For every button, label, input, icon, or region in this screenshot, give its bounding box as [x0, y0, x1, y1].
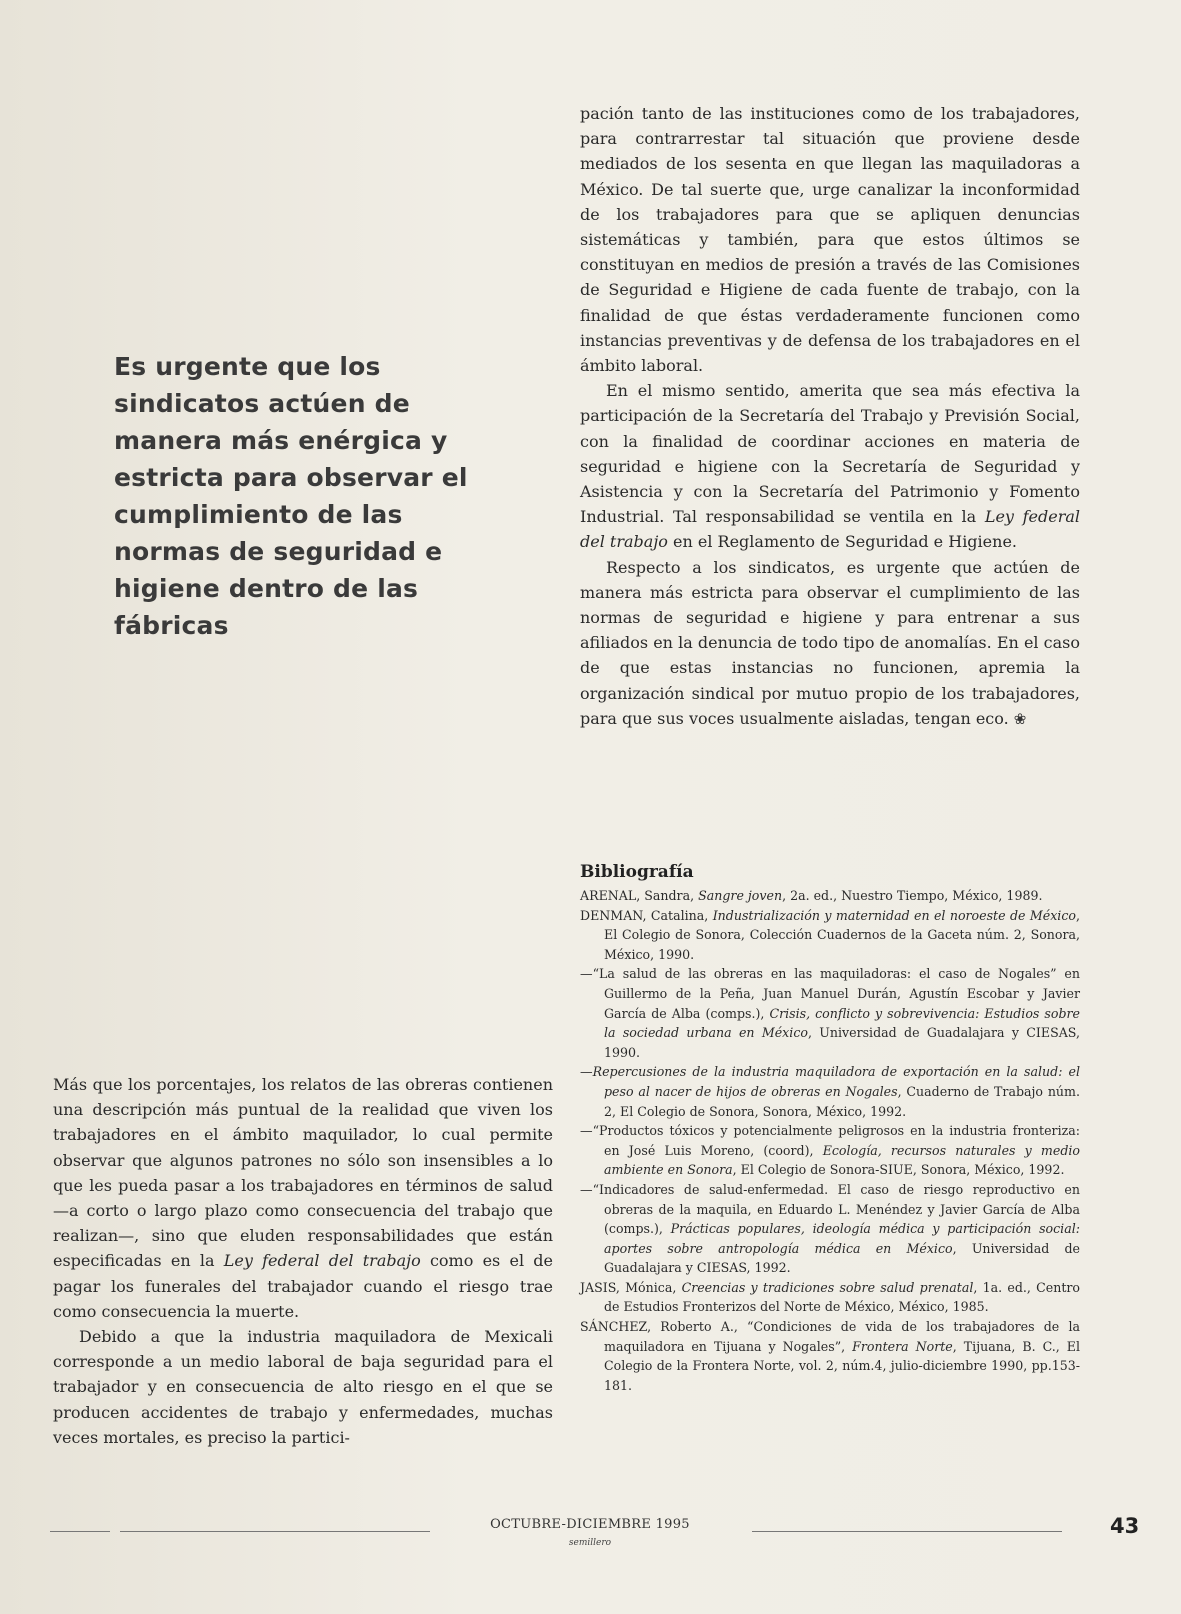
- paragraph: Debido a que la industria maquiladora de Mexicali corresponde a un medio laboral de baja seguridad para el trabajador y en consecuencia de alto riesgo en el que se producen accidentes de trabajo y enfermedades, muchas veces mortales, es preciso la partici-: [53, 1327, 553, 1447]
- entry-text: , El Colegio de Sonora-SIUE, Sonora, México, 1992.: [732, 1162, 1065, 1178]
- bibliography-entry: [580, 886, 1080, 906]
- bibliography-entry: [580, 964, 1080, 1062]
- bibliography-title: Bibliografía: [580, 862, 694, 882]
- work-title-italic: Crisis, conflicto y sobrevivencia: Estudios sobre la sociedad urbana en México: [604, 1005, 1080, 1041]
- entry-text: ARENAL, Sandra,: [580, 888, 699, 903]
- text-run: en el Reglamento de Seguridad e Higiene.: [667, 532, 1017, 552]
- paragraph: [580, 555, 1080, 732]
- right-column-text: [580, 101, 1080, 732]
- left-column-text: [53, 1072, 553, 1450]
- bibliography-entry: [580, 1180, 1080, 1278]
- leaf-end-mark-icon: ❀: [1013, 709, 1027, 728]
- entry-text: , 1a. ed., Centro de Estudios Fronterizos del Norte de México, México, 1985.: [604, 1279, 1080, 1315]
- entry-text: —“Productos tóxicos y potencialmente peligrosos en la industria fronteriza: en José Luis Moreno, (coord),: [580, 1123, 1080, 1158]
- bibliography-entry: [580, 1062, 1080, 1121]
- entry-text: —: [580, 1064, 593, 1080]
- footer-rule: [50, 1531, 110, 1532]
- bibliography-entry: [580, 1121, 1080, 1180]
- entry-text: , 2a. ed., Nuestro Tiempo, México, 1989.: [782, 888, 1043, 903]
- text-run: En el mismo sentido, amerita que sea más efectiva la participación de la Secretaría del Trabajo y Previsión Social, con la finalidad de coordinar acciones en materia de seguridad e higiene con la Secretaría de Seguridad y Asistencia y con la Secretaría del Patrimonio y Fomento Industrial. Tal responsabilidad se ventila en la: [580, 381, 1080, 527]
- entry-text: —“La salud de las obreras en las maquiladoras: el caso de Nogales” en Guillermo de la Peña, Juan Manuel Durán, Agustín Escobar y Javier García de Alba (comps.),: [580, 966, 1080, 1021]
- entry-text: SÁNCHEZ, Roberto A., “Condiciones de vida de los trabajadores de la maquiladora en Tijuana y Nogales”,: [580, 1319, 1080, 1354]
- work-title-italic: Prácticas populares, ideología médica y participación social: aportes sobre antropología médica en México: [604, 1221, 1080, 1256]
- entry-text: , Universidad de Guadalajara y CIESAS, 1990.: [604, 1025, 1080, 1060]
- entry-text: , Tijuana, B. C., El Colegio de la Frontera Norte, vol. 2, núm.4, julio-diciembre 1990, pp.153-181.: [604, 1338, 1080, 1393]
- law-title-italic: Ley federal del trabajo: [580, 507, 1080, 552]
- bibliography-entry: [580, 906, 1080, 965]
- text-run: como es el de pagar los funerales del trabajador cuando el riesgo trae como consecuencia la muerte.: [53, 1251, 553, 1321]
- paragraph: [53, 1072, 553, 1324]
- entry-text: —“Indicadores de salud-enfermedad. El caso de riesgo reproductivo en obreras de la maquila, en Eduardo L. Menéndez y Javier García de Alba (comps.),: [580, 1181, 1080, 1237]
- work-title-italic: Creencias y tradiciones sobre salud prenatal: [681, 1279, 974, 1295]
- work-title-italic: Frontera Norte: [852, 1338, 953, 1354]
- pull-quote: Es urgente que los sindicatos actúen de manera más enérgica y estricta para observar el cumplimiento de las normas de seguridad e higiene dentro de las fábricas: [114, 352, 468, 640]
- entry-text: , Cuaderno de Trabajo núm. 2, El Colegio de Sonora, Sonora, México, 1992.: [604, 1083, 1080, 1119]
- footer-rule: [752, 1531, 1062, 1532]
- paragraph: pación tanto de las instituciones como de los trabajadores, para contrarrestar tal situación que proviene desde mediados de los sesenta en que llegan las maquiladoras a México. De tal suerte que, urge canalizar la inconformidad de los trabajadores para que se apliquen denuncias sistemáticas y también, para que estos últimos se constituyan en medios de presión a través de las Comisiones de Seguridad e Higiene de cada fuente de trabajo, con la finalidad de que éstas verdaderamente funcionen como instancias preventivas y de defensa de los trabajadores en el ámbito laboral.: [580, 104, 1080, 376]
- footer-rule: [120, 1531, 430, 1532]
- footer-publication: semillero: [568, 1538, 612, 1548]
- bibliography-entry: [580, 1317, 1080, 1395]
- footer-issue-date: OCTUBRE-DICIEMBRE 1995: [490, 1517, 690, 1532]
- page-number: 43: [1110, 1514, 1140, 1538]
- paragraph: [580, 378, 1080, 554]
- entry-text: JASIS, Mónica,: [580, 1279, 682, 1295]
- bibliography-entry: [580, 1278, 1080, 1317]
- entry-text: , Universidad de Guadalajara y CIESAS, 1992.: [604, 1240, 1080, 1276]
- law-title-italic: Ley federal del trabajo: [223, 1251, 421, 1271]
- work-title-italic: Industrialización y maternidad en el noroeste de México: [712, 907, 1076, 923]
- text-run: Respecto a los sindicatos, es urgente que actúen de manera más estricta para observar el cumplimiento de las normas de seguridad e higiene y para entrenar a sus afiliados en la denuncia de todo tipo de anomalías. En el caso de que estas instancias no funcionen, apremia la organización sindical por mutuo propio de los trabajadores, para que sus voces usualmente aisladas, tengan eco.: [580, 557, 1080, 728]
- work-title-italic: Sangre joven: [698, 888, 783, 903]
- entry-text: , El Colegio de Sonora, Colección Cuadernos de la Gaceta núm. 2, Sonora, México, 1990.: [604, 907, 1080, 962]
- bibliography-list: [580, 886, 1080, 1395]
- bibliography: [580, 862, 1080, 1395]
- work-title-italic: Ecología, recursos naturales y medio ambiente en Sonora: [604, 1142, 1080, 1178]
- entry-text: DENMAN, Catalina,: [580, 907, 713, 923]
- text-run: Más que los porcentajes, los relatos de las obreras contienen una descripción más puntual de la realidad que viven los trabajadores en el ámbito maquilador, lo cual permite observar que algunos patrones no sólo son insensibles a lo que les pueda pasar a los trabajadores en términos de salud —a corto o largo plazo como consecuencia del trabajo que realizan—, sino que eluden responsabilidades que están especificadas en la: [53, 1075, 553, 1271]
- work-title-italic: Repercusiones de la industria maquiladora de exportación en la salud: el peso al nacer de hijos de obreras en Nogales: [592, 1064, 1080, 1099]
